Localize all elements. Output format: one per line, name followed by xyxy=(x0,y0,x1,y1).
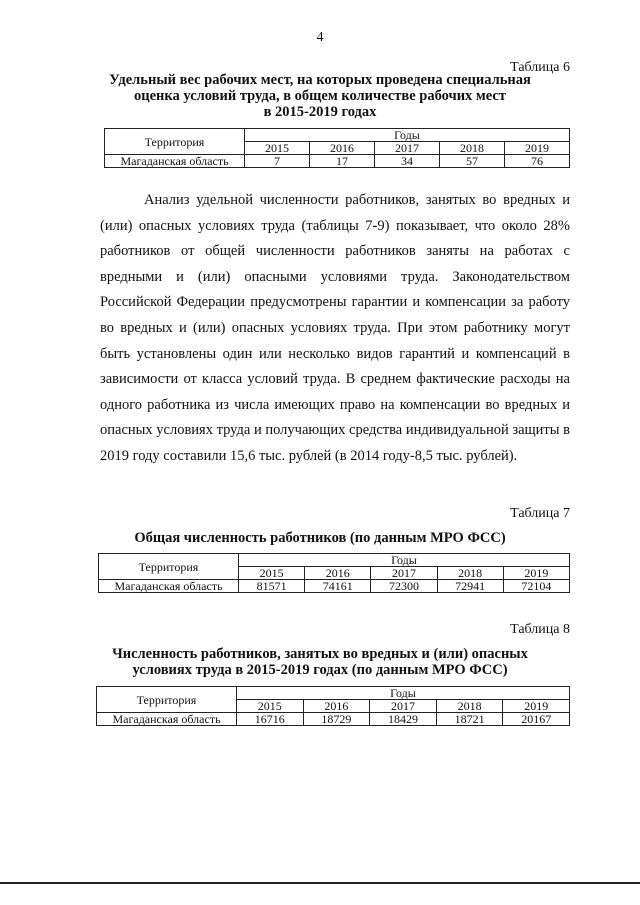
value-cell: 7 xyxy=(245,155,310,168)
region-cell: Магаданская область xyxy=(97,713,237,726)
value-cell: 34 xyxy=(375,155,440,168)
value-cell: 74161 xyxy=(305,580,371,593)
header-territory: Территория xyxy=(97,687,237,713)
region-cell: Магаданская область xyxy=(99,580,239,593)
year-cell: 2019 xyxy=(503,700,570,713)
page-number: 4 xyxy=(316,30,324,45)
table-7-title xyxy=(60,530,580,546)
year-cell: 2017 xyxy=(370,700,437,713)
table-7 xyxy=(98,553,570,593)
value-cell: 72300 xyxy=(371,580,437,593)
value-cell: 20167 xyxy=(503,713,570,726)
table-7-label: Таблица 7 xyxy=(510,506,570,521)
table-6-title-line-3: в 2015-2019 годах xyxy=(263,104,377,120)
table-8-title-line-1: Численность работников, занятых во вредных и (или) опасных xyxy=(112,646,528,662)
year-cell: 2019 xyxy=(505,142,570,155)
year-cell: 2017 xyxy=(375,142,440,155)
year-cell: 2015 xyxy=(237,700,304,713)
year-cell: 2016 xyxy=(305,567,371,580)
body-text xyxy=(100,188,570,470)
table-8-label: Таблица 8 xyxy=(510,622,570,637)
value-cell: 72941 xyxy=(437,580,503,593)
analysis-paragraph: Анализ удельной численности работников, занятых во вредных и (или) опасных условиях труда (таблицы 7-9) показывает, что около 28% работников от общей численности работников заняты на работах с вредными и (или) опасными условиями труда. Законодательством Российской Федерации предусмотрены гарантии и компенсации за работу во вредных и (или) опасных условиях труда. При этом работнику могут быть установлены один или несколько видов гарантий и компенсаций в зависимости от класса условий труда. В среднем фактические расходы на одного работника из числа имеющих право на компенсации во вредных и опасных условиях труда и получающих средства индивидуальной защиты в 2019 году составили 15,6 тыс. рублей (в 2014 году-8,5 тыс. рублей). xyxy=(100,192,570,464)
year-cell: 2018 xyxy=(436,700,503,713)
header-territory: Территория xyxy=(105,129,245,155)
table-6-title xyxy=(60,72,580,120)
value-cell: 18721 xyxy=(436,713,503,726)
value-cell: 57 xyxy=(440,155,505,168)
table-7-title-line-1: Общая численность работников (по данным МРО ФСС) xyxy=(134,530,506,546)
table-8-title xyxy=(60,646,580,678)
year-cell: 2018 xyxy=(440,142,505,155)
table-8 xyxy=(96,686,570,726)
value-cell: 18429 xyxy=(370,713,437,726)
table-6-title-line-2: оценка условий труда, в общем количестве рабочих мест xyxy=(134,88,506,104)
value-cell: 16716 xyxy=(237,713,304,726)
year-cell: 2015 xyxy=(245,142,310,155)
bottom-edge-line xyxy=(0,882,640,884)
year-cell: 2019 xyxy=(503,567,569,580)
year-cell: 2015 xyxy=(239,567,305,580)
table-6-label: Таблица 6 xyxy=(510,60,570,75)
header-years: Годы xyxy=(237,687,570,700)
table-6 xyxy=(104,128,570,168)
year-cell: 2017 xyxy=(371,567,437,580)
value-cell: 76 xyxy=(505,155,570,168)
value-cell: 72104 xyxy=(503,580,569,593)
table-6-title-line-1: Удельный вес рабочих мест, на которых проведена специальная xyxy=(109,72,531,88)
value-cell: 18729 xyxy=(303,713,370,726)
year-cell: 2016 xyxy=(303,700,370,713)
year-cell: 2018 xyxy=(437,567,503,580)
header-territory: Территория xyxy=(99,554,239,580)
table-8-title-line-2: условиях труда в 2015-2019 годах (по данным МРО ФСС) xyxy=(132,662,508,678)
value-cell: 17 xyxy=(310,155,375,168)
value-cell: 81571 xyxy=(239,580,305,593)
region-cell: Магаданская область xyxy=(105,155,245,168)
header-years: Годы xyxy=(239,554,570,567)
year-cell: 2016 xyxy=(310,142,375,155)
header-years: Годы xyxy=(245,129,570,142)
